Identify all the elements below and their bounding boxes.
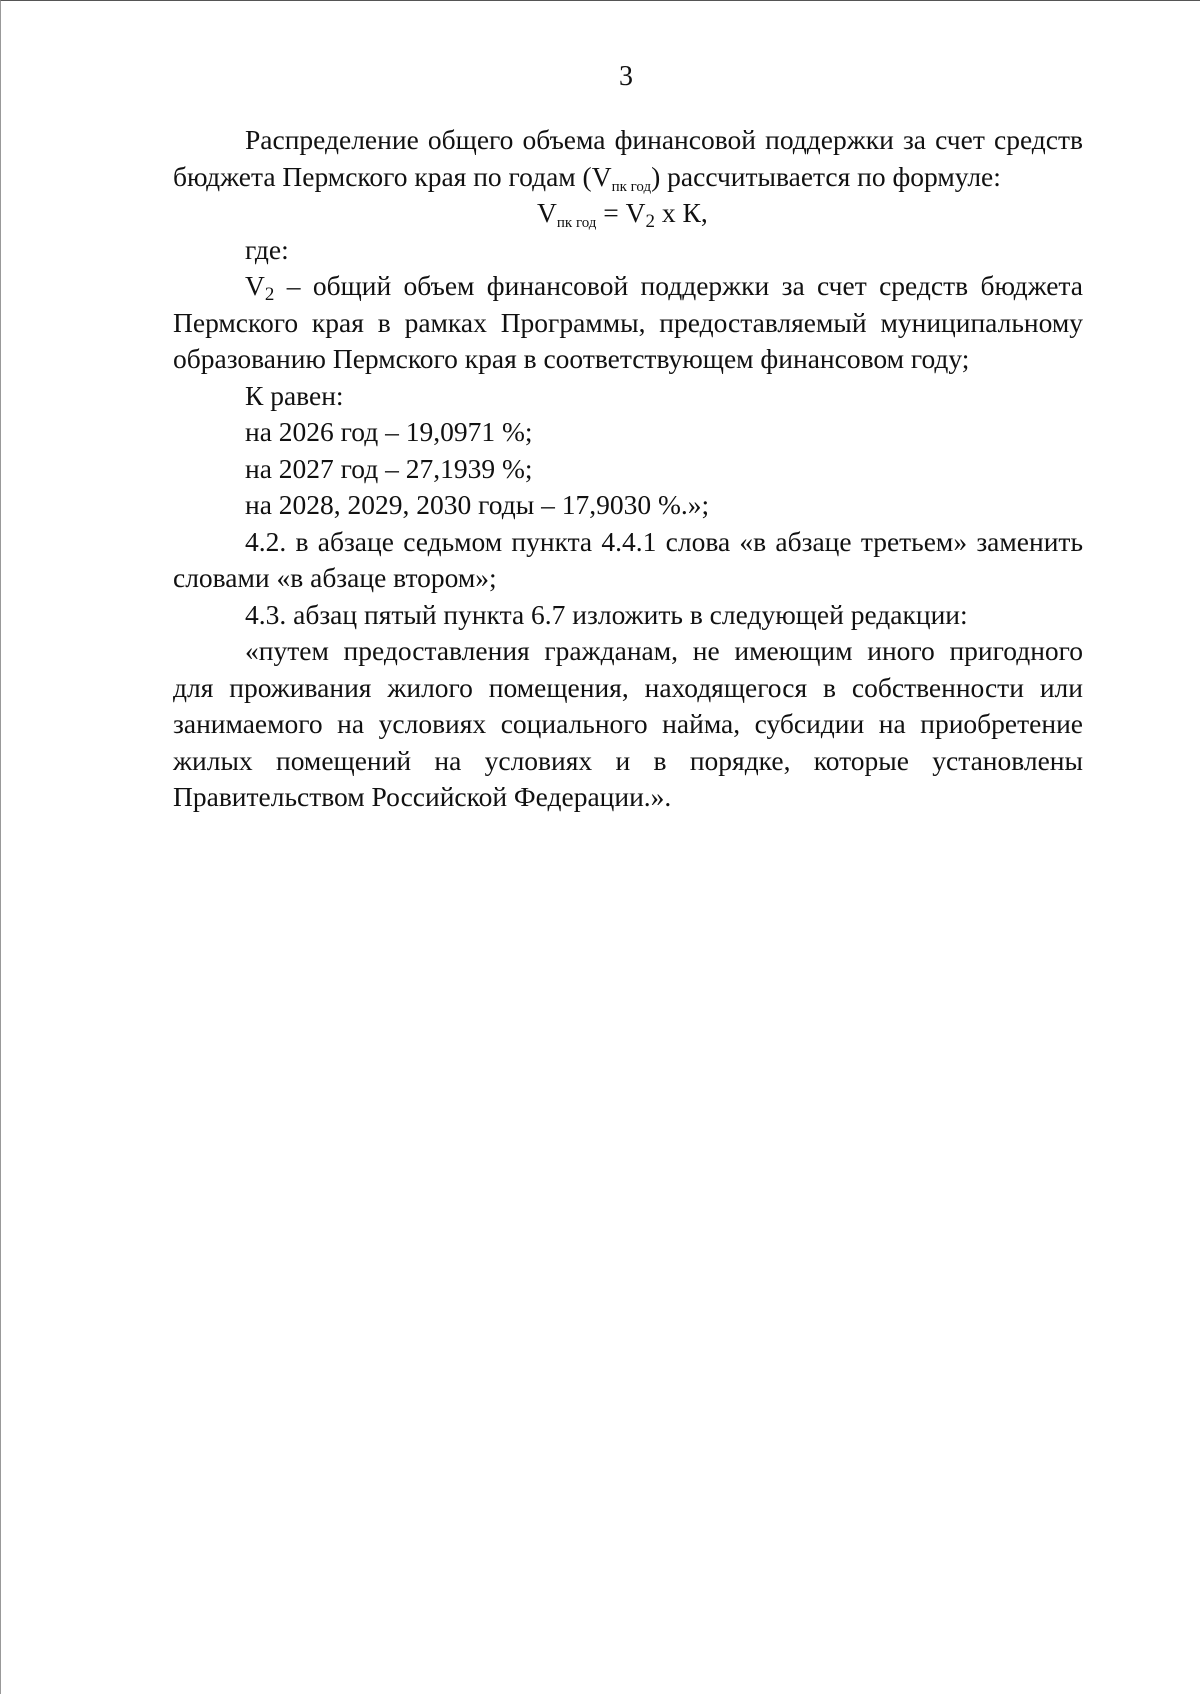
paragraph-v2-definition xyxy=(173,268,1083,378)
paragraph-distribution-text-before: Распределение общего объема финансовой поддержки за счет средств бюджета Пермского края по годам (V xyxy=(173,124,1083,192)
k-value-2028-2030: на 2028, 2029, 2030 годы – 17,9030 %.»; xyxy=(245,489,710,520)
formula-v-subscript: пк год xyxy=(556,215,597,231)
v2-subscript: 2 xyxy=(264,284,275,305)
formula-equals: = V xyxy=(596,197,646,228)
paragraph-quote: «путем предоставления гражданам, не имеющим иного пригодного для проживания жилого помещения, находящегося в собственности или занимаемого на условиях социального найма, субсидии на приобретение жилых помещений на условиях и в порядке, которые установлены Правительством Российской Федерации.». xyxy=(173,635,1083,812)
k-value-2026: на 2026 год – 19,0971 %; xyxy=(245,416,533,447)
formula-v2-subscript: 2 xyxy=(645,211,656,232)
subscript-pk-god: пк год xyxy=(611,178,652,195)
paragraph-k-equals: К равен: xyxy=(245,379,344,411)
paragraph-distribution xyxy=(173,122,1083,195)
v2-symbol: V xyxy=(245,270,265,301)
formula xyxy=(173,195,1083,232)
k-value-2027: на 2027 год – 27,1939 %; xyxy=(245,452,533,484)
paragraph-item-4-2: 4.2. в абзаце седьмом пункта 4.4.1 слова «в абзаце третьем» заменить словами «в абзаце втором»; xyxy=(173,525,1083,593)
formula-rest: х К, xyxy=(655,197,708,228)
v2-definition-text: – общий объем финансовой поддержки за счет средств бюджета Пермского края в рамках Программы, предоставляемый муниципальному образованию Пермского края в соответствующем финансовом году; xyxy=(173,270,1083,374)
paragraph-where: где: xyxy=(245,233,289,265)
document-body xyxy=(173,122,1083,816)
paragraph-item-4-3: 4.3. абзац пятый пункта 6.7 изложить в следующей редакции: xyxy=(245,598,968,630)
page-number: 3 xyxy=(619,61,633,92)
paragraph-distribution-text-after: ) рассчитывается по формуле: xyxy=(651,160,1001,192)
formula-v: V xyxy=(537,197,557,228)
